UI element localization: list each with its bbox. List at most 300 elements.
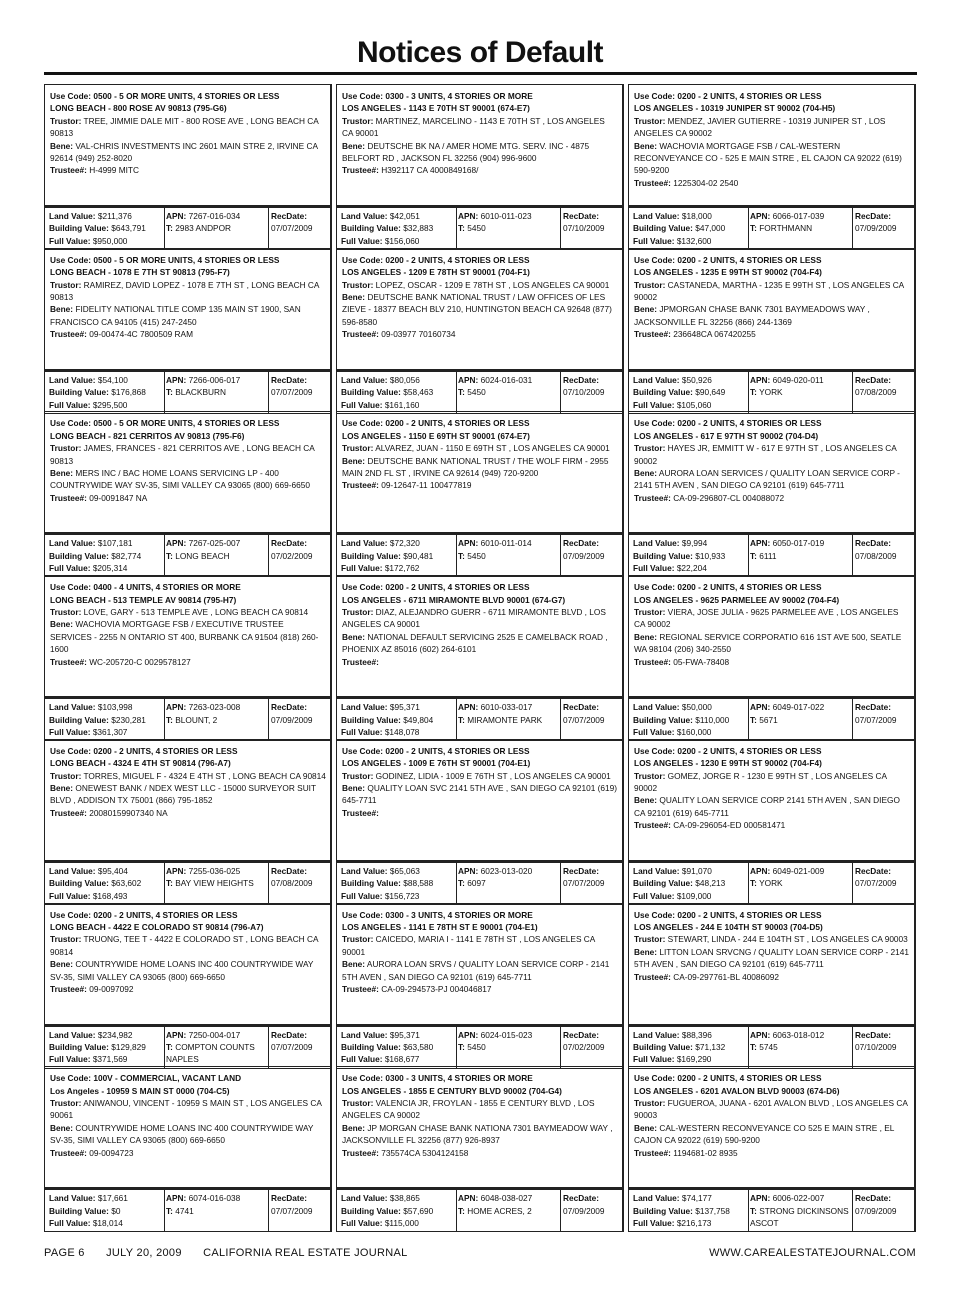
apn-row bbox=[458, 865, 560, 877]
property-address: LONG BEACH - 513 TEMPLE AV 90814 (795-H7) bbox=[50, 594, 237, 605]
recdate-value: 07/07/2009 bbox=[855, 714, 897, 725]
apn-label: APN: bbox=[166, 1193, 187, 1204]
trustor-label: Trustor: bbox=[634, 1098, 666, 1108]
full-value: $950,000 bbox=[92, 235, 128, 246]
tract-label: T: bbox=[750, 223, 757, 234]
trustee-label: Trustee#: bbox=[634, 329, 671, 340]
notice-item bbox=[336, 84, 623, 247]
building-value: $110,000 bbox=[695, 714, 730, 725]
full-value-label: Full Value: bbox=[341, 1218, 383, 1228]
recdate-label: RecDate: bbox=[563, 374, 599, 385]
tract-value: 5745 bbox=[759, 1041, 778, 1052]
trustor-line bbox=[342, 279, 618, 291]
tract-row bbox=[166, 1205, 268, 1217]
apn-label: APN: bbox=[750, 538, 771, 549]
trustee-line bbox=[342, 807, 618, 819]
values-box bbox=[628, 533, 916, 577]
notice-text bbox=[342, 417, 618, 491]
apn-label: APN: bbox=[750, 1193, 771, 1204]
full-value-row bbox=[49, 1053, 164, 1065]
apn-row bbox=[458, 210, 560, 222]
bene-value: DEUTSCHE BANK NATIONAL TRUST / LAW OFFICES OF LES ZIEVE - 18377 BEACH BLV 210, HUNTINGTON BEACH CA 92648 (877) 596-8580 bbox=[342, 291, 612, 327]
notice-item bbox=[44, 575, 331, 738]
notice-box bbox=[628, 739, 916, 861]
trustee-line bbox=[634, 177, 910, 189]
building-value-label: Building Value: bbox=[633, 223, 693, 234]
apn-value: 6074-016-038 bbox=[188, 1193, 241, 1204]
apn-label: APN: bbox=[458, 538, 479, 549]
tract-label: T: bbox=[458, 1041, 465, 1052]
apn-label: APN: bbox=[750, 211, 771, 221]
land-value-row bbox=[49, 865, 164, 877]
building-value: $58,463 bbox=[403, 387, 434, 398]
building-value: $643,791 bbox=[111, 223, 146, 234]
values-box bbox=[628, 370, 916, 414]
tract-value: 2983 ANDPOR bbox=[175, 223, 232, 234]
tract-label: T: bbox=[166, 387, 173, 398]
trustor-value: TREE, JIMMIE DALE MIT - 800 ROSE AVE , LONG BEACH CA 90813 bbox=[50, 115, 319, 139]
recdate-label: RecDate: bbox=[855, 702, 891, 713]
apn-column bbox=[458, 1192, 560, 1217]
building-value: $57,690 bbox=[403, 1205, 434, 1216]
building-value: $82,774 bbox=[111, 550, 142, 561]
building-value-row bbox=[633, 877, 748, 889]
apn-value: 6010-011-014 bbox=[480, 538, 532, 549]
building-value-label: Building Value: bbox=[49, 714, 109, 725]
apn-value: 6024-016-031 bbox=[480, 374, 533, 385]
divider bbox=[748, 535, 749, 576]
land-value: $17,661 bbox=[97, 1193, 128, 1204]
divider bbox=[268, 372, 269, 413]
full-value-row bbox=[341, 1053, 456, 1065]
building-value: $0 bbox=[111, 1205, 121, 1216]
values-column bbox=[49, 210, 164, 247]
tract-row bbox=[750, 714, 852, 726]
notice-box bbox=[44, 84, 332, 206]
full-value-row bbox=[633, 399, 748, 411]
tract-label: T: bbox=[750, 550, 757, 561]
bene-line bbox=[342, 958, 618, 983]
use-code: Use Code: 0500 - 5 OR MORE UNITS, 4 STORIES OR LESS bbox=[50, 418, 280, 429]
bene-label: Bene: bbox=[634, 1122, 658, 1133]
building-value-label: Building Value: bbox=[49, 1041, 109, 1052]
trustor-label: Trustor: bbox=[50, 443, 82, 454]
bene-value: QUALITY LOAN SERVICE CORP 2141 5TH AVEN , SAN DIEGO CA 92101 (619) 645-7711 bbox=[634, 795, 900, 818]
tract-label: T: bbox=[166, 1205, 173, 1216]
property-address: LOS ANGELES - 1150 E 69TH ST 90001 (674-E7) bbox=[342, 430, 530, 441]
apn-label: APN: bbox=[458, 702, 479, 713]
recdate-value: 07/10/2009 bbox=[563, 387, 605, 398]
land-value: $95,371 bbox=[389, 702, 420, 713]
bene-value: REGIONAL SERVICE CORPORATIO 616 1ST AVE 500, SEATLE WA 98104 (206) 340-2550 bbox=[634, 631, 902, 655]
full-value: $22,204 bbox=[676, 563, 707, 574]
land-value: $234,982 bbox=[97, 1029, 133, 1040]
divider bbox=[560, 208, 561, 249]
land-value: $42,051 bbox=[389, 211, 420, 221]
full-value: $156,723 bbox=[384, 890, 420, 901]
tract-row bbox=[458, 550, 560, 562]
building-value-row bbox=[49, 714, 164, 726]
full-value-label: Full Value: bbox=[49, 1054, 91, 1065]
divider bbox=[748, 372, 749, 413]
building-value-label: Building Value: bbox=[341, 1205, 401, 1216]
recdate-value: 07/02/2009 bbox=[271, 550, 313, 561]
apn-column bbox=[458, 374, 560, 399]
building-value: $47,000 bbox=[695, 223, 726, 234]
recdate-value: 07/10/2009 bbox=[855, 1041, 897, 1052]
values-column bbox=[341, 374, 456, 411]
values-box bbox=[336, 1025, 624, 1069]
values-box bbox=[628, 1188, 916, 1232]
trustee-label: Trustee#: bbox=[634, 971, 671, 982]
divider bbox=[164, 1190, 165, 1231]
apn-value: 7267-016-034 bbox=[188, 211, 241, 221]
trustee-value: H392117 CA 4000849168/ bbox=[381, 165, 479, 176]
full-value: $161,160 bbox=[384, 399, 420, 410]
trustee-label: Trustee#: bbox=[634, 656, 671, 667]
notice-item bbox=[44, 84, 331, 247]
building-value: $48,213 bbox=[695, 878, 726, 889]
notice-text bbox=[50, 254, 326, 341]
building-value: $10,933 bbox=[695, 550, 726, 561]
apn-column bbox=[458, 210, 560, 235]
use-code: Use Code: 0200 - 2 UNITS, 4 STORIES OR LESS bbox=[342, 254, 530, 265]
notice-item bbox=[336, 1066, 623, 1229]
trustor-line bbox=[342, 1097, 618, 1122]
full-value: $371,569 bbox=[92, 1054, 128, 1065]
use-code: Use Code: 0200 - 2 UNITS, 4 STORIES OR LESS bbox=[342, 418, 530, 429]
apn-value: 6049-020-011 bbox=[772, 374, 824, 385]
trustor-label: Trustor: bbox=[634, 443, 666, 454]
full-value-row bbox=[341, 399, 456, 411]
tract-label: T: bbox=[750, 1205, 757, 1216]
trustor-value: DIAZ, ALEJANDRO GUERR - 6711 MIRAMONTE BLVD , LOS ANGELES CA 90001 bbox=[342, 606, 606, 630]
land-value: $95,404 bbox=[97, 865, 128, 876]
trustee-line bbox=[342, 328, 618, 340]
footer-left bbox=[44, 1247, 426, 1259]
use-code: Use Code: 0200 - 2 UNITS, 4 STORIES OR LESS bbox=[50, 745, 238, 756]
recdate-column bbox=[855, 1192, 913, 1217]
notice-item bbox=[336, 903, 623, 1066]
bene-label: Bene: bbox=[50, 783, 74, 794]
trustee-label: Trustee#: bbox=[50, 1147, 87, 1158]
building-value-label: Building Value: bbox=[49, 550, 109, 561]
bene-line bbox=[342, 291, 618, 328]
trustee-value: 09-00474-4C 7800509 RAM bbox=[89, 329, 193, 340]
land-value-row bbox=[633, 1192, 748, 1204]
land-value-label: Land Value: bbox=[49, 702, 96, 713]
tract-row bbox=[750, 1205, 852, 1230]
full-value: $295,500 bbox=[92, 399, 128, 410]
building-value-row bbox=[633, 550, 748, 562]
trustee-value: 735574CA 5304124158 bbox=[381, 1147, 469, 1158]
notice-box bbox=[628, 248, 916, 370]
recdate-label: RecDate: bbox=[563, 1193, 599, 1204]
bene-value: WACHOVIA MORTGAGE FSB / EXECUTIVE TRUSTEE SERVICES - 2255 N ONTARIO ST 400, BURBANK CA 91504 (818) 260-1600 bbox=[50, 619, 319, 655]
land-value-label: Land Value: bbox=[49, 374, 96, 385]
apn-column bbox=[166, 701, 268, 726]
notice-text bbox=[634, 581, 910, 668]
notices-grid bbox=[44, 84, 917, 1230]
building-value-label: Building Value: bbox=[341, 223, 401, 234]
notice-text bbox=[50, 90, 326, 177]
notice-box bbox=[44, 575, 332, 697]
notice-text bbox=[50, 745, 326, 819]
values-box bbox=[628, 206, 916, 250]
apn-value: 6049-021-009 bbox=[772, 865, 825, 876]
apn-row bbox=[750, 1029, 852, 1041]
notice-text bbox=[342, 909, 618, 996]
land-value-label: Land Value: bbox=[341, 1193, 388, 1204]
trustee-line bbox=[50, 1147, 326, 1159]
trustee-value: CA-09-294573-PJ 004046817 bbox=[381, 983, 492, 994]
full-value-row bbox=[341, 1217, 456, 1229]
land-value-row bbox=[633, 210, 748, 222]
values-box bbox=[336, 1188, 624, 1232]
trustor-line bbox=[50, 770, 326, 782]
building-value-row bbox=[49, 1205, 164, 1217]
full-value-label: Full Value: bbox=[341, 1054, 383, 1065]
property-address: LOS ANGELES - 617 E 97TH ST 90002 (704-D4) bbox=[634, 430, 819, 441]
footer-website[interactable]: WWW.CAREALESTATEJOURNAL.COM bbox=[709, 1247, 916, 1259]
apn-label: APN: bbox=[750, 702, 771, 713]
trustee-value: 05-FWA-78408 bbox=[673, 656, 730, 667]
use-code: Use Code: 0200 - 2 UNITS, 4 STORIES OR LESS bbox=[50, 909, 238, 920]
property-address: LONG BEACH - 800 ROSE AV 90813 (795-G6) bbox=[50, 103, 227, 114]
values-column bbox=[341, 210, 456, 247]
trustor-value: JAMES, FRANCES - 821 CERRITOS AVE , LONG BEACH CA 90813 bbox=[50, 443, 315, 466]
full-value: $156,060 bbox=[384, 235, 420, 246]
land-value: $9,994 bbox=[681, 538, 708, 549]
use-code: Use Code: 0200 - 2 UNITS, 4 STORIES OR LESS bbox=[634, 745, 822, 756]
land-value-label: Land Value: bbox=[341, 865, 388, 876]
recdate-value: 07/07/2009 bbox=[271, 223, 313, 234]
building-value-row bbox=[49, 386, 164, 398]
land-value-label: Land Value: bbox=[49, 538, 96, 549]
bene-label: Bene: bbox=[50, 619, 74, 630]
tract-row bbox=[750, 1041, 852, 1053]
trustee-label: Trustee#: bbox=[50, 165, 87, 176]
land-value-row bbox=[633, 1029, 748, 1041]
bene-line bbox=[50, 958, 326, 983]
trustee-value: 09-0091847 NA bbox=[89, 492, 148, 503]
bene-value: QUALITY LOAN SVC 2141 5TH AVE , SAN DIEGO CA 92101 (619) 645-7711 bbox=[342, 783, 618, 806]
recdate-label: RecDate: bbox=[855, 1029, 891, 1040]
bene-label: Bene: bbox=[50, 304, 74, 315]
property-address: LOS ANGELES - 244 E 104TH ST 90003 (704-D5) bbox=[634, 921, 823, 932]
values-column bbox=[49, 1029, 164, 1066]
land-value-row bbox=[341, 210, 456, 222]
recdate-column bbox=[271, 537, 329, 562]
building-value-label: Building Value: bbox=[49, 1205, 109, 1216]
trustor-line bbox=[50, 933, 326, 958]
building-value: $90,481 bbox=[403, 550, 434, 561]
building-value-label: Building Value: bbox=[341, 878, 401, 889]
values-box bbox=[44, 533, 332, 577]
bene-value: JP MORGAN CHASE BANK NATIONA 7301 BAYMEADOW WAY , JACKSONVILLE FL 32256 (877) 926-8937 bbox=[342, 1122, 613, 1146]
recdate-column bbox=[271, 1029, 329, 1054]
trustor-value: GODINEZ, LIDIA - 1009 E 76TH ST , LOS ANGELES CA 90001 bbox=[375, 770, 611, 781]
trustor-value: VALENCIA JR, FROYLAN - 1855 E CENTURY BLVD , LOS ANGELES CA 90002 bbox=[342, 1098, 595, 1121]
notice-text bbox=[342, 581, 618, 668]
property-address: LOS ANGELES - 1855 E CENTURY BLVD 90002 (704-G4) bbox=[342, 1085, 562, 1096]
trustee-line bbox=[634, 656, 910, 668]
land-value-row bbox=[49, 1029, 164, 1041]
full-value-label: Full Value: bbox=[49, 726, 91, 737]
apn-value: 6066-017-039 bbox=[772, 211, 825, 221]
trustor-value: RAMIREZ, DAVID LOPEZ - 1078 E 7TH ST , LONG BEACH CA 90813 bbox=[50, 279, 319, 302]
trustee-line bbox=[634, 328, 910, 340]
divider bbox=[748, 1027, 749, 1068]
bene-label: Bene: bbox=[634, 304, 658, 315]
bene-label: Bene: bbox=[50, 468, 74, 479]
building-value-label: Building Value: bbox=[633, 550, 693, 561]
values-box bbox=[628, 697, 916, 741]
apn-label: APN: bbox=[166, 702, 187, 713]
land-value-row bbox=[341, 701, 456, 713]
recdate-column bbox=[855, 1029, 913, 1054]
full-value-row bbox=[633, 726, 748, 738]
building-value: $63,580 bbox=[403, 1041, 434, 1052]
bene-line bbox=[342, 455, 618, 480]
land-value-row bbox=[49, 1192, 164, 1204]
trustee-value: 09-03977 70160734 bbox=[381, 329, 456, 340]
recdate-column bbox=[271, 210, 329, 235]
trustor-label: Trustor: bbox=[342, 1098, 374, 1108]
trustor-value: HAYES JR, EMMITT W - 617 E 97TH ST , LOS ANGELES CA 90002 bbox=[634, 443, 897, 466]
tract-row bbox=[458, 1205, 560, 1217]
apn-label: APN: bbox=[166, 374, 187, 385]
full-value-row bbox=[49, 726, 164, 738]
bene-label: Bene: bbox=[342, 455, 366, 466]
bene-line bbox=[634, 303, 910, 328]
divider bbox=[560, 699, 561, 740]
notice-item bbox=[628, 248, 915, 411]
full-value-row bbox=[49, 562, 164, 574]
trustee-line bbox=[50, 656, 326, 668]
trustee-value: CA-09-297761-BL 40086092 bbox=[673, 971, 779, 982]
trustor-value: VIERA, JOSE JULIA - 9625 PARMELEE AVE , LOS ANGELES CA 90002 bbox=[634, 606, 899, 630]
bene-line bbox=[50, 140, 326, 165]
recdate-label: RecDate: bbox=[563, 865, 599, 876]
apn-row bbox=[750, 374, 852, 386]
tract-label: T: bbox=[166, 550, 173, 561]
full-value-row bbox=[633, 1053, 748, 1065]
full-value-row bbox=[49, 890, 164, 902]
notice-text bbox=[634, 745, 910, 832]
values-column bbox=[633, 537, 748, 574]
apn-label: APN: bbox=[458, 211, 479, 221]
tract-value: LONG BEACH bbox=[175, 550, 230, 561]
full-value-label: Full Value: bbox=[633, 563, 675, 574]
tract-value: YORK bbox=[759, 387, 783, 398]
apn-column bbox=[750, 1029, 852, 1054]
property-address: Los Angeles - 10959 S MAIN ST 0000 (704-C5) bbox=[50, 1085, 230, 1096]
notice-item bbox=[336, 411, 623, 574]
building-value-label: Building Value: bbox=[341, 1041, 401, 1052]
full-value-label: Full Value: bbox=[633, 1054, 675, 1065]
tract-row bbox=[458, 714, 560, 726]
trustee-label: Trustee#: bbox=[342, 1147, 379, 1158]
notice-text bbox=[634, 1072, 910, 1159]
full-value-row bbox=[633, 562, 748, 574]
divider bbox=[268, 863, 269, 904]
building-value-row bbox=[341, 550, 456, 562]
recdate-column bbox=[855, 701, 913, 726]
land-value: $72,320 bbox=[389, 538, 420, 549]
trustor-line bbox=[342, 770, 618, 782]
building-value-label: Building Value: bbox=[633, 1205, 693, 1216]
apn-column bbox=[750, 374, 852, 399]
use-code: Use Code: 0500 - 5 OR MORE UNITS, 4 STORIES OR LESS bbox=[50, 91, 280, 101]
divider bbox=[164, 863, 165, 904]
apn-value: 6006-022-007 bbox=[772, 1193, 825, 1204]
apn-value: 6023-013-020 bbox=[480, 865, 533, 876]
building-value-label: Building Value: bbox=[49, 387, 109, 398]
land-value-row bbox=[49, 374, 164, 386]
notice-box bbox=[44, 739, 332, 861]
property-address: LOS ANGELES - 1143 E 70TH ST 90001 (674-E7) bbox=[342, 103, 530, 114]
apn-row bbox=[750, 537, 852, 549]
full-value-row bbox=[633, 1217, 748, 1229]
divider bbox=[748, 208, 749, 249]
building-value-row bbox=[49, 1041, 164, 1053]
trustor-label: Trustor: bbox=[634, 770, 666, 781]
land-value-row bbox=[633, 865, 748, 877]
trustor-line bbox=[634, 606, 910, 631]
values-box bbox=[44, 1188, 332, 1232]
notice-item bbox=[44, 248, 331, 411]
full-value-label: Full Value: bbox=[49, 399, 91, 410]
use-code: Use Code: 0200 - 2 UNITS, 4 STORIES OR LESS bbox=[342, 582, 530, 593]
tract-row bbox=[750, 877, 852, 889]
apn-label: APN: bbox=[166, 1029, 187, 1040]
tract-value: COMPTON COUNTS NAPLES bbox=[166, 1041, 255, 1065]
trustee-label: Trustee#: bbox=[50, 983, 87, 994]
trustor-line bbox=[342, 115, 618, 140]
land-value: $80,056 bbox=[389, 374, 420, 385]
tract-label: T: bbox=[458, 387, 465, 398]
trustee-line bbox=[50, 164, 326, 176]
apn-row bbox=[458, 701, 560, 713]
apn-column bbox=[166, 374, 268, 399]
apn-column bbox=[166, 1029, 268, 1066]
building-value-row bbox=[341, 222, 456, 234]
tract-label: T: bbox=[750, 878, 757, 889]
recdate-column bbox=[563, 374, 621, 399]
trustor-value: TRUONG, TEE T - 4422 E COLORADO ST , LONG BEACH CA 90814 bbox=[50, 934, 319, 957]
building-value-row bbox=[633, 714, 748, 726]
values-column bbox=[633, 701, 748, 738]
trustee-label: Trustee#: bbox=[50, 492, 87, 503]
recdate-column bbox=[563, 701, 621, 726]
use-code: Use Code: 0300 - 3 UNITS, 4 STORIES OR MORE bbox=[342, 1073, 533, 1084]
bene-line bbox=[50, 303, 326, 328]
recdate-column bbox=[563, 1029, 621, 1054]
building-value: $88,588 bbox=[403, 878, 434, 889]
tract-row bbox=[166, 222, 268, 234]
recdate-label: RecDate: bbox=[855, 211, 891, 221]
apn-value: 7250-004-017 bbox=[188, 1029, 241, 1040]
bene-line bbox=[634, 140, 910, 177]
apn-value: 6048-038-027 bbox=[480, 1193, 533, 1204]
building-value: $32,883 bbox=[403, 223, 434, 234]
recdate-label: RecDate: bbox=[271, 538, 307, 549]
tract-row bbox=[458, 222, 560, 234]
tract-label: T: bbox=[458, 223, 465, 234]
trustor-value: LOPEZ, OSCAR - 1209 E 78TH ST , LOS ANGELES CA 90001 bbox=[375, 279, 610, 290]
bene-label: Bene: bbox=[342, 140, 366, 151]
